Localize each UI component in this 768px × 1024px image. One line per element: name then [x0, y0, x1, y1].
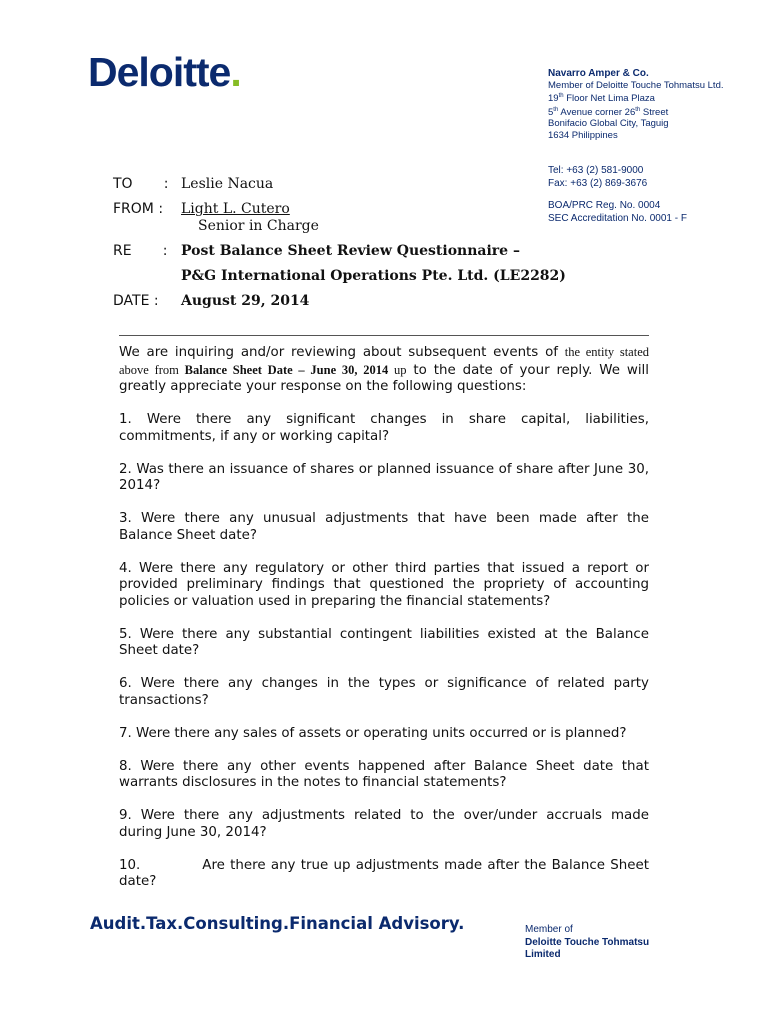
- question-number: 3.: [119, 511, 132, 526]
- intro-part-e: to the date of your reply. We will greatly appreciate your response on the following questions:: [119, 362, 649, 394]
- floor-number: 19: [548, 93, 559, 105]
- firm-boa-reg: BOA/PRC Reg. No. 0004: [548, 200, 661, 211]
- question-number: 5.: [119, 626, 132, 642]
- avenue-mid: Avenue corner 26: [558, 106, 636, 118]
- date-label: DATE :: [113, 293, 159, 309]
- question-10: [119, 858, 649, 891]
- question-number: 4.: [119, 560, 132, 576]
- street-suffix: th: [635, 106, 641, 113]
- question-text: Were there any sales of assets or operating units occurred or is planned?: [131, 725, 627, 741]
- question-number: 8.: [119, 758, 132, 774]
- question-2: [119, 462, 649, 495]
- firm-avenue-line: [548, 105, 724, 119]
- floor-rest: Floor Net Lima Plaza: [563, 93, 655, 105]
- intro-part-a: We are inquiring and/or reviewing about subsequent events of: [119, 345, 565, 360]
- question-6: [119, 676, 649, 709]
- re-line-1: Post Balance Sheet Review Questionnaire –: [181, 243, 520, 259]
- intro-paragraph: [119, 344, 649, 396]
- question-1: [119, 412, 649, 445]
- re-line-2: P&G International Operations Pte. Ltd. (LE2282): [181, 268, 566, 284]
- header-divider: [119, 335, 649, 336]
- footer-member-block: [525, 924, 649, 962]
- intro-balance-sheet-date: Balance Sheet Date – June 30, 2014: [184, 362, 389, 377]
- member-of-label: Member of: [525, 924, 573, 935]
- firm-name: Navarro Amper & Co.: [548, 68, 649, 79]
- question-5: [119, 627, 649, 660]
- from-value: Light L. Cutero: [181, 201, 290, 217]
- question-number: 9.: [119, 808, 132, 823]
- question-7: [119, 726, 649, 743]
- to-value: Leslie Nacua: [181, 176, 274, 192]
- date-value: August 29, 2014: [181, 293, 310, 309]
- question-text: Was there an issuance of shares or planned issuance of share after June 30, 2014?: [119, 461, 649, 493]
- avenue-suffix: th: [553, 106, 559, 113]
- question-text: Are there any true up adjustments made after the Balance Sheet date?: [119, 857, 649, 889]
- intro-part-b: the entity stated above from: [119, 345, 649, 377]
- question-number: 2.: [119, 461, 132, 477]
- deloitte-logo: [88, 49, 241, 95]
- letter-body: [119, 344, 649, 907]
- firm-postal: 1634 Philippines: [548, 129, 618, 141]
- footer-tagline: Audit.Tax.Consulting.Financial Advisory.: [90, 914, 465, 933]
- question-text: Were there any significant changes in share capital, liabilities, commitments, if any or working capital?: [119, 412, 649, 444]
- member-name-line-1: Deloitte Touche Tohmatsu: [525, 936, 650, 948]
- firm-contact-block: [548, 165, 687, 225]
- question-number: 7.: [119, 725, 132, 741]
- question-number: 10.: [119, 857, 141, 873]
- logo-green-dot: .: [230, 49, 241, 95]
- firm-address-block: [548, 68, 724, 141]
- question-text: Were there any adjustments related to the over/under accruals made during June 30, 2014?: [119, 808, 649, 840]
- member-name-line-2: Limited: [525, 949, 561, 960]
- from-title: Senior in Charge: [198, 218, 319, 234]
- firm-city: Bonifacio Global City, Taguig: [548, 118, 669, 130]
- question-text: Were there any regulatory or other third parties that issued a report or provided preliminary findings that questioned the propriety of accounting policies or valuation used in preparing the financial statements?: [119, 560, 649, 609]
- question-8: [119, 759, 649, 792]
- question-text: Were there any unusual adjustments that have been made after the Balance Sheet date?: [119, 511, 649, 543]
- firm-sec-accreditation: SEC Accreditation No. 0001 - F: [548, 212, 687, 224]
- from-label: FROM :: [113, 201, 164, 217]
- question-number: 6.: [119, 676, 132, 691]
- question-text: Were there any changes in the types or significance of related party transactions?: [119, 676, 649, 708]
- question-text: Were there any substantial contingent liabilities existed at the Balance Sheet date?: [119, 626, 649, 658]
- question-3: [119, 511, 649, 544]
- question-9: [119, 808, 649, 841]
- firm-fax: Fax: +63 (2) 869-3676: [548, 177, 648, 189]
- question-4: [119, 561, 649, 611]
- question-text: Were there any other events happened after Balance Sheet date that warrants disclosures in the notes to financial statements?: [119, 758, 649, 790]
- question-number: 1.: [119, 412, 132, 427]
- floor-suffix: th: [558, 93, 564, 99]
- intro-part-d: up: [388, 362, 407, 377]
- avenue-number: 5: [548, 106, 554, 118]
- firm-member-line: Member of Deloitte Touche Tohmatsu Ltd.: [548, 79, 724, 91]
- avenue-rest: Street: [640, 106, 669, 118]
- to-label: TO :: [113, 176, 169, 192]
- firm-floor-line: [548, 91, 724, 105]
- re-label: RE :: [113, 243, 168, 259]
- logo-word: Deloitte: [88, 49, 231, 95]
- firm-tel: Tel: +63 (2) 581-9000: [548, 165, 644, 176]
